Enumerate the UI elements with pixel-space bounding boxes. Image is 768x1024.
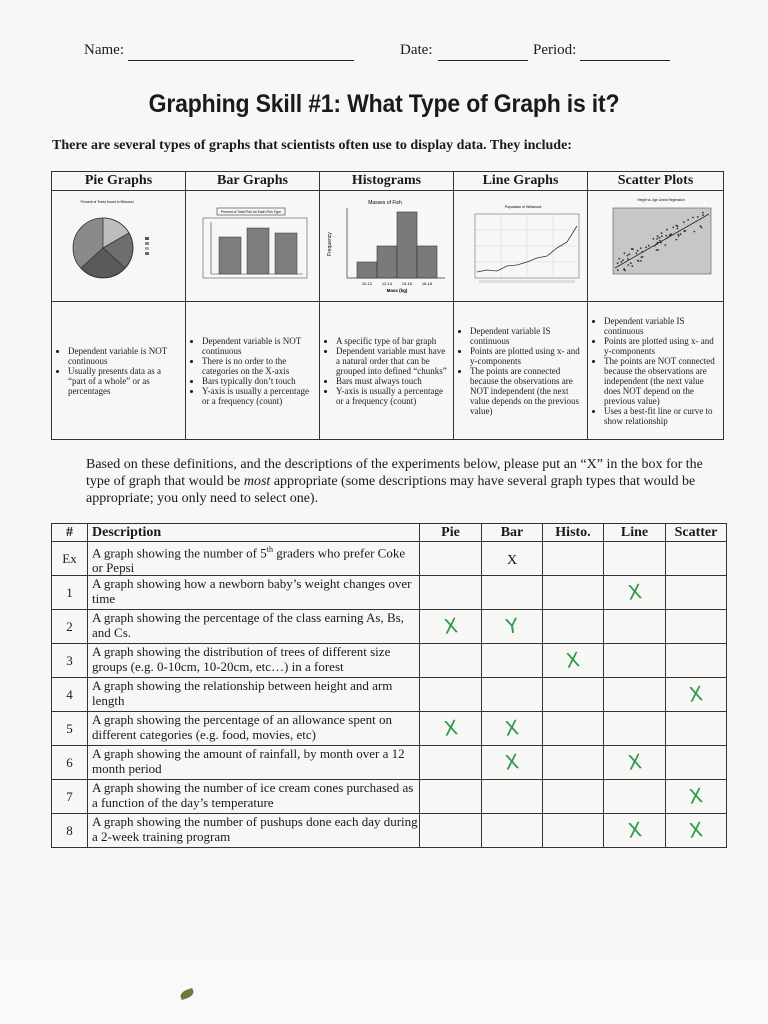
bullet: • Bars must always touch [336, 376, 449, 386]
scatter-dot [618, 257, 620, 259]
scatter-dot [683, 230, 685, 232]
answer-cell[interactable] [543, 542, 604, 576]
answer-cell[interactable] [482, 644, 543, 678]
scatter-dot [665, 234, 667, 236]
scatter-dot [616, 262, 618, 264]
answer-cell[interactable] [482, 576, 543, 610]
answer-cell[interactable] [482, 712, 543, 746]
scatter-dot [676, 225, 678, 227]
scatter-dot [640, 260, 642, 262]
answer-cell[interactable] [666, 746, 727, 780]
histogram-example [320, 191, 454, 302]
scatter-dot [670, 233, 672, 235]
scatter-dot [627, 258, 629, 260]
row-number: 8 [52, 814, 88, 848]
answer-mark: X [564, 647, 582, 674]
bullet: • Dependent variable is NOT continuous [202, 336, 315, 356]
row-description [88, 678, 420, 712]
row-description [88, 644, 420, 678]
bullet: • The points are connected because the observations are NOT independent (the next value depends on the previous value) [470, 366, 583, 416]
answer-mark: X [506, 553, 518, 569]
answer-cell[interactable] [604, 712, 666, 746]
scatter-dot [631, 265, 633, 267]
answer-cell[interactable] [420, 746, 482, 780]
scatter-dot [636, 259, 638, 261]
pie-graphs-header: Pie Graphs [52, 172, 186, 191]
answer-cell[interactable] [420, 780, 482, 814]
scatter-dot [692, 216, 694, 218]
instructions-paragraph [86, 456, 706, 507]
answer-cell[interactable] [420, 542, 482, 576]
answer-cell[interactable] [666, 610, 727, 644]
column-header: Line [604, 524, 666, 542]
answer-mark: X [503, 749, 521, 776]
histogram-tick: 12-14 [381, 280, 392, 286]
scatter-dot [647, 244, 649, 246]
line-graphs-description [454, 302, 588, 440]
scatter-dot [693, 230, 695, 232]
answer-cell[interactable] [666, 576, 727, 610]
scatter-dot [699, 225, 701, 227]
scatter-dot [656, 235, 658, 237]
answer-cell[interactable] [666, 814, 727, 848]
answer-cell[interactable] [666, 780, 727, 814]
row-description [88, 712, 420, 746]
answer-cell[interactable] [604, 644, 666, 678]
scatter-dot [621, 259, 623, 261]
answer-cell[interactable] [482, 678, 543, 712]
answer-cell[interactable] [543, 814, 604, 848]
answer-mark: X [687, 681, 705, 708]
scatter-dot [657, 249, 659, 251]
answer-mark: X [503, 715, 521, 742]
description-text: A graph showing the relationship between height and arm length [92, 678, 393, 709]
bullet: • Dependent variable IS continuous [470, 326, 583, 346]
scatter-dot [629, 262, 631, 264]
row-number: 4 [52, 678, 88, 712]
bullet: • Usually presents data as a “part of a whole” or as percentages [68, 366, 181, 396]
answer-mark: X [626, 749, 643, 776]
scatter-dot [620, 261, 622, 263]
answer-cell[interactable] [543, 780, 604, 814]
scatter-dot [660, 232, 662, 234]
bullet: • Points are plotted using x- and y-components [470, 346, 583, 366]
histogram-title: Masses of Fish [367, 199, 402, 206]
pie-graphs-description [52, 302, 186, 440]
scatter-dot [675, 238, 677, 240]
column-header: Histo. [543, 524, 604, 542]
period-label: Period: [533, 42, 577, 58]
answer-mark: Y [504, 613, 520, 640]
histogram-tick: 10-12 [361, 280, 372, 286]
scatter-plot-example [588, 191, 724, 302]
table-row [52, 780, 727, 814]
date-line [438, 60, 528, 61]
table-row [52, 712, 727, 746]
answer-cell[interactable] [420, 644, 482, 678]
row-number: Ex [52, 542, 88, 576]
answer-cell[interactable] [420, 712, 482, 746]
histogram-tick: 16-18 [421, 280, 432, 286]
bullet: • There is no order to the categories on the X-axis [202, 356, 315, 376]
row-description [88, 542, 420, 576]
answer-cell[interactable] [543, 712, 604, 746]
scatter-dot [616, 269, 618, 271]
answer-cell[interactable] [420, 814, 482, 848]
description-text: A graph showing how a newborn baby’s weight changes over time [92, 576, 412, 607]
name-label: Name: [84, 42, 124, 58]
answer-cell[interactable] [482, 542, 543, 576]
bullet: • The points are NOT connected because the observations are independent (the next value does NOT depend on the previous value) [604, 356, 719, 406]
column-header: Scatter [666, 524, 727, 542]
description-text: A graph showing the percentage of the class earning As, Bs, and Cs. [92, 610, 404, 641]
histogram-ylabel: Frequency [326, 231, 333, 256]
row-description [88, 814, 420, 848]
answer-cell[interactable] [482, 780, 543, 814]
histogram-xlabel: Mass (kg) [386, 287, 407, 293]
answer-cell[interactable] [666, 678, 727, 712]
answer-cell[interactable] [543, 644, 604, 678]
scatter-dot [676, 227, 678, 229]
table-row [52, 542, 727, 576]
answer-cell[interactable] [666, 542, 727, 576]
scatter-dot [677, 235, 679, 237]
answer-cell[interactable] [604, 814, 666, 848]
scatter-dot [672, 226, 674, 228]
scatter-dot [656, 238, 658, 240]
instructions-text: Based on these definitions, and the descriptions of the experiments below, please put an “X” in the box for the type of graph that would be [86, 457, 703, 489]
scatter-dot [623, 252, 625, 254]
row-description [88, 746, 420, 780]
answer-cell[interactable] [604, 746, 666, 780]
answer-cell[interactable] [543, 576, 604, 610]
scatter-dot [702, 211, 704, 213]
line-graph-example [454, 191, 588, 302]
row-number: 1 [52, 576, 88, 610]
row-description [88, 576, 420, 610]
bar-graphs-description [186, 302, 320, 440]
scatter-dot [640, 256, 642, 258]
answer-cell[interactable] [604, 542, 666, 576]
scatter-dot [656, 241, 658, 243]
scatter-plots-description [588, 302, 724, 440]
line-chart-title: Population of Wildwood [504, 204, 541, 209]
scatter-dot [655, 249, 657, 251]
answer-cell[interactable] [666, 712, 727, 746]
bullet: • Dependent variable is NOT continuous [68, 346, 181, 366]
description-text: graders who prefer Coke or Pepsi [92, 545, 406, 576]
answer-cell[interactable] [420, 678, 482, 712]
scatter-dot [664, 244, 666, 246]
scatter-dot [679, 233, 681, 235]
table-row [52, 644, 727, 678]
answer-cell[interactable] [420, 610, 482, 644]
answer-mark: X [626, 579, 643, 606]
row-description [88, 780, 420, 814]
answer-cell[interactable] [666, 644, 727, 678]
scatter-dot [635, 252, 637, 254]
scatter-dot [702, 214, 704, 216]
period-line [580, 60, 670, 61]
scatter-dot [636, 249, 638, 251]
line-graphs-header: Line Graphs [454, 172, 588, 191]
description-text: A graph showing the distribution of trees of different size groups (e.g. 0-10cm, 10-20cm, etc…) in a forest [92, 644, 391, 675]
answer-cell[interactable] [420, 576, 482, 610]
bullet: • Y-axis is usually a percentage or a frequency (count) [202, 386, 315, 406]
scatter-dot [627, 264, 629, 266]
row-number: 5 [52, 712, 88, 746]
bar-chart-title: Percent of Total Fish for Each Fish Type [220, 209, 281, 214]
row-description [88, 610, 420, 644]
answer-cell[interactable] [604, 576, 666, 610]
scatter-dot [669, 235, 671, 237]
bar-graphs-header: Bar Graphs [186, 172, 320, 191]
answer-cell[interactable] [604, 610, 666, 644]
answer-cell[interactable] [604, 678, 666, 712]
column-header: Description [88, 524, 420, 542]
bar-graph-example [186, 191, 320, 302]
column-header: Bar [482, 524, 543, 542]
table-row [52, 746, 727, 780]
description-superscript: th [266, 545, 273, 554]
scatter-dot [666, 228, 668, 230]
table-row [52, 678, 727, 712]
table-row [52, 576, 727, 610]
histograms-header: Histograms [320, 172, 454, 191]
row-number: 6 [52, 746, 88, 780]
name-line [128, 60, 354, 61]
description-text: A graph showing the amount of rainfall, by month over a 12 month period [92, 746, 405, 777]
scatter-dot [683, 221, 685, 223]
scatter-dot [626, 254, 628, 256]
answer-mark: X [442, 613, 459, 640]
scatter-dot [661, 235, 663, 237]
instructions-text: appropriate (some descriptions may have several graph types that would be appropriate; you only need to select one). [86, 474, 696, 506]
answer-mark: X [687, 817, 705, 844]
bullet: • Points are plotted using x- and y-components [604, 336, 719, 356]
scatter-dot [641, 250, 643, 252]
answer-cell[interactable] [543, 746, 604, 780]
bullet: • Bars typically don’t touch [202, 376, 315, 386]
description-text: A graph showing the number of pushups done each day during a 2-week training program [92, 814, 418, 845]
answer-cell[interactable] [482, 814, 543, 848]
scatter-dot [700, 226, 702, 228]
scatter-dot [653, 245, 655, 247]
bullet: • Dependent variable must have a natural order that can be grouped into defined “chunks” [336, 346, 449, 376]
column-header: Pie [420, 524, 482, 542]
page-title: Graphing Skill #1: What Type of Graph is it? [148, 90, 620, 118]
description-text: A graph showing the number of 5 [92, 545, 267, 561]
scatter-chart-title: Height vs. Age Linear Regression [636, 197, 685, 202]
row-number: 2 [52, 610, 88, 644]
scatter-dot [628, 253, 630, 255]
scatter-dot [696, 216, 698, 218]
histograms-description [320, 302, 454, 440]
scatter-dot [652, 237, 654, 239]
answer-mark: X [687, 783, 705, 810]
column-header: # [52, 524, 88, 542]
instructions-emphasis: most [243, 474, 271, 489]
answer-cell[interactable] [543, 610, 604, 644]
scatter-dot [660, 241, 662, 243]
scatter-dot [655, 243, 657, 245]
header-fields [0, 42, 768, 66]
bullet: • Uses a best-fit line or curve to show relationship [604, 406, 719, 426]
table-row [52, 814, 727, 848]
answer-cell[interactable] [482, 610, 543, 644]
answer-mark: X [626, 817, 643, 844]
scatter-plots-header: Scatter Plots [588, 172, 724, 191]
pie-chart-title: Percent of Trees found in Missouri [79, 199, 134, 204]
description-text: A graph showing the number of ice cream cones purchased as a function of the day’s temperature [92, 780, 414, 811]
answer-cell[interactable] [482, 746, 543, 780]
description-text: A graph showing the percentage of an allowance spent on different categories (e.g. food, movies, etc) [92, 712, 392, 743]
bullet: • A specific type of bar graph [336, 336, 449, 346]
row-number: 7 [52, 780, 88, 814]
date-label: Date: [400, 42, 433, 58]
scatter-dot [659, 239, 661, 241]
scatter-dot [687, 219, 689, 221]
pie-graph-example [52, 191, 186, 302]
bullet: • Y-axis is usually a percentage or a frequency (count) [336, 386, 449, 406]
scatter-dot [645, 246, 647, 248]
histogram-tick: 14-16 [401, 280, 412, 286]
graph-types-table [51, 171, 724, 440]
scatter-dot [666, 236, 668, 238]
answer-mark: X [442, 715, 459, 742]
experiment-table [51, 523, 727, 848]
scatter-dot [630, 247, 632, 249]
intro-text: There are several types of graphs that scientists often use to display data. They include: [52, 138, 572, 153]
scatter-dot [639, 247, 641, 249]
scatter-dot [658, 236, 660, 238]
scatter-dot [624, 269, 626, 271]
scan-margin [0, 958, 768, 1024]
bullet: • Dependent variable IS continuous [604, 316, 719, 336]
table-row [52, 610, 727, 644]
answer-cell[interactable] [604, 780, 666, 814]
row-number: 3 [52, 644, 88, 678]
answer-cell[interactable] [543, 678, 604, 712]
